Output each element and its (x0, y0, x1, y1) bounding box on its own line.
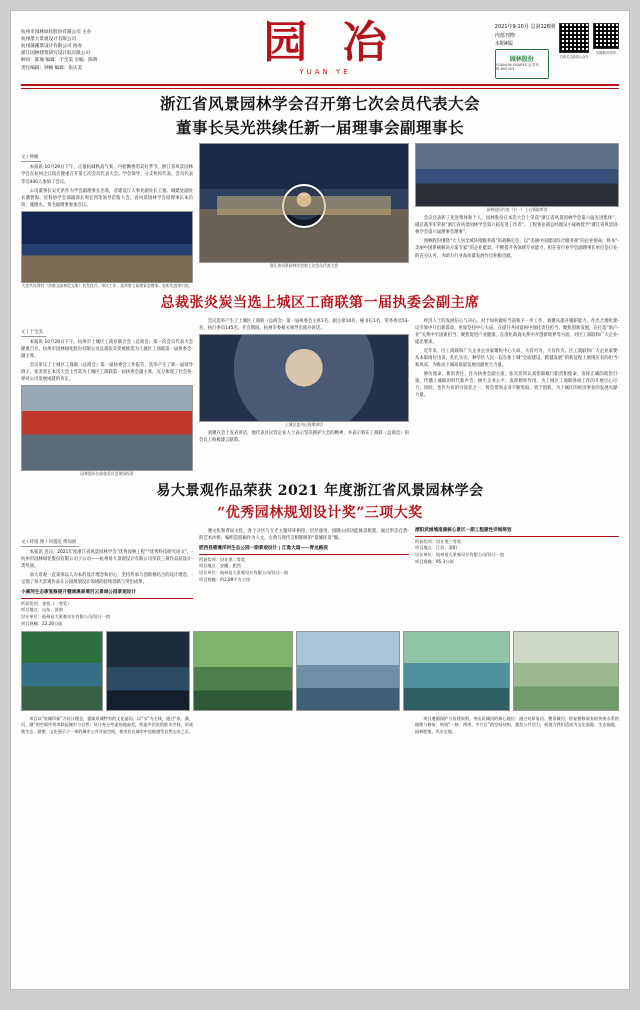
project-3-meta: 所获奖项：设计类三等奖 项目地点：江苏、溧阳 设计单位：杭州易大景观设计有限公司/设计一院 项目规模：95.3公顷 (415, 538, 505, 564)
article-2-photo-1 (21, 385, 193, 471)
qr-block-left (559, 23, 589, 59)
logo-sub: YUANLIN SHARES 证券代码:605303 (495, 62, 540, 72)
article-2 (21, 293, 619, 477)
issue-date: 2021年9-10月 总第128期 (494, 24, 555, 30)
article-3-byline: 文 / 纤柏 图 / 何越连 傅加展 (21, 539, 79, 547)
logo-name: 园林股份 (509, 55, 534, 63)
article-2-photo-main (199, 334, 409, 422)
newspaper-page (10, 10, 630, 990)
article-3-column-1 (21, 528, 193, 588)
article-2-column-2 (199, 318, 409, 477)
masthead-issue-block (429, 19, 619, 79)
project-3-title: 溧阳武城埔南湖核心景区一期工程建性详细规划 (415, 528, 619, 537)
article-1-body-2: 会议还表彰了先进集体和个人，园林股份在本次大会上荣获“浙江省风景园林学会第六届先进集体”，副总裁李军荣获“浙江省风景园林学会第六届先进工作者”。工程事业部总经理吴小成被授予“浙江省风景园林学会第六届理事会理事”。 园林股份围绕“大人居全域环境服务商”的战略定位，以“美丽中国建设综合服务商”的企业使命，将本“美丽中国系统解决方案专家”的企业愿景，不断提升各领域专业能力，担任省行业学会副理事长单位是行业的充分认可，为助力行业高质量发展作出积极贡献。 (415, 216, 619, 259)
article-2-body-2: 会议选举产生了上城区工商联（总商会）第一届执委会主席1名、副主席10名、秘书长1名、常务委员53名、执行委员145名。开会期间，杭州市委相关领导出席并讲话。 (199, 318, 409, 331)
article-1-photo-main (199, 143, 409, 263)
article-2-byline: 文 / 于全美 (21, 329, 46, 337)
qr-code-icon[interactable] (593, 23, 619, 49)
portrait-avatar (282, 184, 326, 228)
project-3-photo-2 (513, 631, 620, 711)
article-3-intro-1: 本报讯 近日，2021年度浙江省风景园林学会“优秀园林工程”“优秀科技研究论文”、杭州市园林绿化股份有限公司子公司——杭州易大景观设计有限公司荣获三项作品获设计类奖项。 易大景观一直秉承以人为本的设计理念和初心，坚持传承与创新相结合的设计理念，呈现了每大景观作品在公园规划设计领域的持续创新与突出成果。 (21, 549, 193, 585)
project-1-block (21, 590, 193, 628)
article-2-caption-main: 上城区委书记同期讲话 (285, 421, 323, 427)
qr-caption: 园林股份官网 (596, 51, 616, 55)
sponsor-line: 杭州市园林绿化股份有限公司 主办 (21, 30, 92, 35)
pages-label: 本期4版 (494, 41, 513, 47)
project-1-caption: 项目以“泉城印象”为设计理念，提取泉城特有的文化基因，以“水”为主线，通过“泉、溪、河、湖”的空间序列串联起城市与自然；设计充分考虑场地高差，营造多层次的滨水空间，形成集生态、游憩、文化展示于一体的城市公共开放空间，使市民在城市中也能感受自然山水之乐。 (21, 715, 193, 734)
article-1-photo-2 (415, 143, 619, 207)
title-pinyin: YUAN YE (299, 68, 351, 76)
project-2-caption-block (199, 713, 409, 736)
article-1 (21, 93, 619, 289)
sponsor-line: 杭州蒲溪景设计有限公司 协办 (21, 44, 83, 50)
internal-label: 内部刊物 (494, 32, 515, 39)
brand-logo (495, 49, 549, 79)
page-title: 园 冶 (263, 17, 397, 68)
article-2-column-1 (21, 318, 193, 477)
project-3-photo-1 (403, 631, 510, 711)
article-1-headline-line1: 浙江省风景园林学会召开第七次会员代表大会 (159, 93, 480, 113)
masthead (21, 19, 619, 81)
sponsor-line: 顾问：陈瑜 编辑：于全美 实编：陈明 (21, 58, 98, 64)
qr-caption: 扫码关注微信公众号 (559, 55, 589, 59)
divider (21, 84, 619, 86)
sponsor-line: 杭州墨大景观设计有限公司 (21, 37, 77, 43)
sponsor-line: 责任编辑：钟楠 编辑：张庆美 (21, 65, 83, 71)
issue-info (495, 23, 555, 79)
project-2-meta: 所获奖项：设计类二等奖 项目地点：安徽、肥西 设计单位：杭州易大景观设计有限公司/设计一院 项目规模：约2.89平方公里 (199, 556, 289, 582)
project-3-spacer (415, 590, 619, 628)
article-1-column-2 (199, 143, 409, 288)
article-3-headline-line1: 易大景观作品荣获 2021 年度浙江省风景园林学会 (156, 482, 484, 499)
article-1-caption-1: 大会共设背有《余森文园林论文集》首发仪式、审议工作、选举第七届理事会理事、表彰先进等内容。 (21, 282, 193, 288)
article-3-column-2 (199, 528, 409, 588)
article-1-body-1: 本报讯 10月29日下午，正值杭城秋高气爽、丹桂飘香的美好季节，浙江省风景园林学会在杭州之江饭店隆重召开第七次会员代表大会。学会领导、分支机构代表、会员代表等近400人参加了会议。 公司董事长吴光洪作为学会副理事长出席，省建设厅人事处副处长王逸、城建处副处长潘智海、省科协学会部副部长周宏到等领导莅临大会。省风景园林学会原理事长朱钧珍、施德水、黄毛福理事参加会议。 (21, 165, 193, 208)
article-2-body-3: 经济人士的发展信心与决心。对于如何做好当前和下一步工作，刘聚从提升履职能力、作出合理化建议引领中开出新篇章、更加坚持中心大局，在提升共同富裕中强化责任担当、聚焦创新发展，在打造“新产业”关系中牢固新担当、聚焦促进产业健康、在清化政商关系中开创新境界等方面，对区工商联和广大企业提出要求。 近年来，区工商联和广大企业企业家聚焦中心大局、大有可为，大有作为。区工商联和广大企业家要从本职岗位出发，扎扎实实，种华区人民一起在新上城“全面建设、跨越发展”的新征程上展现应有的担当和风采，为推动上城高质量发展贡献更大力量。 胁历使命、新的责任、作为执委会副主席，张炎炭将认真担职履行职责和使命，发挥正确的政治引领，传播上城联的时代新声音，树牢企业公平、发挥榜样作用，为上城区工商联各项工作的开展尽心尽力，同时，也作为业的引领者之一，将会带领企业不断进取，勇于创新，为上城区的经济事业的发展贡献力量。 (415, 318, 619, 398)
project-1-caption-block (21, 713, 193, 736)
article-3 (21, 481, 619, 736)
sponsor-line: 浙江园林建筑研究设计院有限公司 (21, 51, 90, 57)
article-1-column-3 (415, 143, 619, 288)
masthead-sponsors (21, 19, 221, 72)
article-2-body-1: 本报讯 10月29日下午，杭州市上城区工商业联合会（总商会）第一次会员代表大会隆重召开。杭州市园林绿化股份有限公司总裁张炎炭被推选为上城区工商联第一届执委会副主席。 会议审议了上城区工商联（总商会）第一届执委会工作报告，选举产生了新一届领导班子。张炎炭在本次大会上当选为上城区工商联第一届执委会副主席，充分体现了社会各界对公司发展成就的肯定。 (21, 339, 193, 382)
article-2-body-2b: 刘聚在会上发表讲话，他代表区民营企业人士表示坚决拥护大会的精神，并表示将在工商联（总商会）的会议上积极建言献策。 (199, 430, 409, 443)
article-1-byline: 文 / 钟楠 (21, 154, 41, 162)
project-2-photo-2 (296, 631, 400, 711)
project-2-title: 肥西县碧滩洋河生态公园一期景观设计 | 江淮大道——青龙路段 (199, 546, 409, 555)
article-1-caption-main: 浙江省风景园林学会第七次会员代表大会 (269, 263, 339, 269)
project-1-photo-2 (106, 631, 190, 711)
article-3-intro-2: 遵文化和背局文化，各个分区与互光主题环环相扣，层层递进，园隆公园功能修景框架，通过形态自然的艺术沙桥、编织造游廊作为人文，古典与现代交相辉映的“景城环景”圈。 (199, 528, 409, 541)
project-1-photo-1 (21, 631, 103, 711)
article-1-column-1 (21, 143, 193, 288)
article-2-column-3 (415, 318, 619, 477)
project-1-title: 小溪河生态康复修提升暨城溪泰境百云景城公园景观设计 (21, 590, 193, 599)
article-1-headline-line2: 董事长吴光洪续任新一届理事会副理事长 (175, 117, 464, 137)
project-1-meta: 所获奖项：金奖（一等奖） 项目地点：山东、济南 设计单位：杭州易大景观设计有限公司/设计一院 项目规模：22.26公顷 (21, 600, 111, 626)
article-2-headline: 总裁张炎炭当选上城区工商联第一届执委会副主席 (160, 294, 480, 311)
project-3-caption: 项目遵循保护与治理原则，突出武城河的核心地位；通过对原复河、整条城河，恢复整修原有的传统水系的梳理与修复，构筑“一核、两带、多片区”的空间结构，激发公共活力，展现为我们适成为文化高地、生态福地、园林胜地、风水宝地。 (415, 715, 619, 734)
qr-block-right (593, 23, 619, 55)
award-image-strip (21, 631, 619, 711)
project-3-caption-block (415, 713, 619, 736)
article-3-headline-line2: “优秀园林规划设计奖”三项大奖 (217, 504, 423, 521)
article-3-column-3 (415, 528, 619, 588)
project-2-photo-1 (193, 631, 293, 711)
qr-code-icon[interactable] (559, 23, 589, 53)
project-2-spacer (199, 590, 409, 628)
masthead-title-block (221, 19, 429, 76)
divider (21, 88, 619, 89)
article-1-caption-2: 园林股份代表（右一）上台领取荣誉 (486, 207, 548, 213)
article-2-caption-1: 园林股份位高依美议会现场投票 (80, 470, 134, 476)
article-1-photo-1 (21, 211, 193, 283)
